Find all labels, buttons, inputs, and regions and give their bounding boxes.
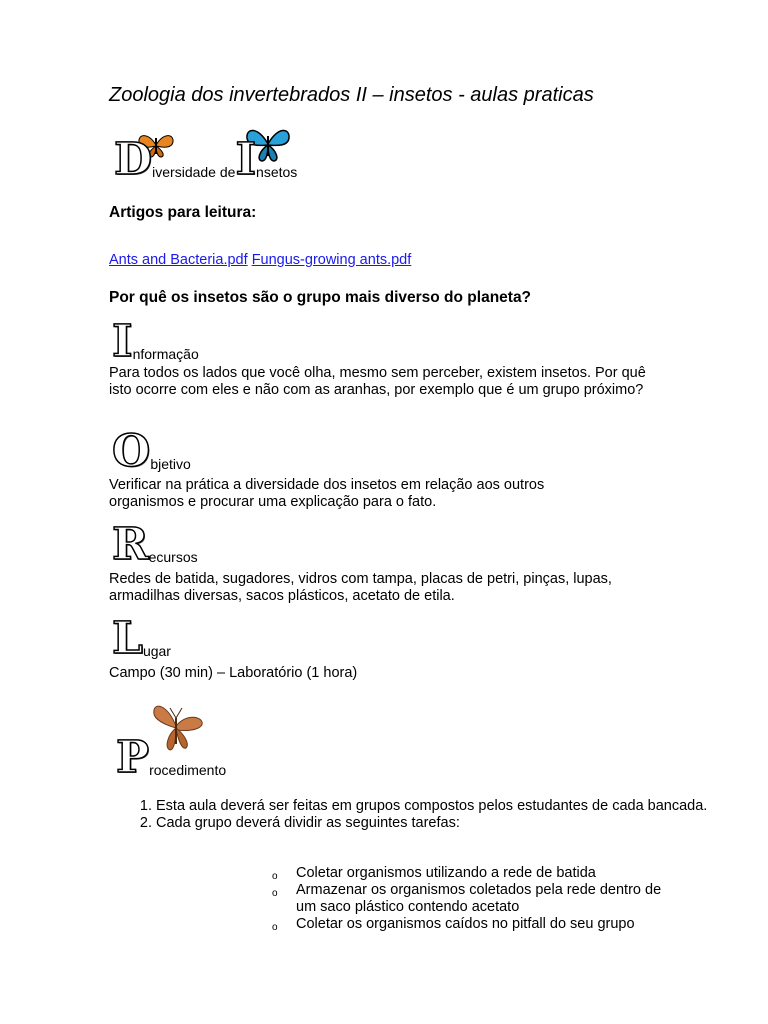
link-ants-and-bacteria[interactable]: Ants and Bacteria.pdf (109, 252, 248, 268)
banner-prefix-text: iversidade de (152, 164, 236, 180)
section-text-recursos: Redes de batida, sugadores, vidros com tampa, placas de petri, pinças, lupas, armadilhas diversas, sacos plásticos, acetato de etila. (109, 571, 612, 604)
drop-cap-informacao: I (112, 316, 133, 367)
section-heading-objetivo (112, 426, 191, 477)
banner-drop-cap-d: D (114, 134, 153, 185)
list-item: 1. Esta aula deverá ser feitas em grupos compostos pelos estudantes de cada bancada. (156, 798, 716, 815)
banner-suffix-text: nsetos (256, 164, 298, 180)
list-item: 2. Cada grupo deverá dividir as seguintes tarefas: (156, 815, 716, 832)
section-text-informacao: Para todos os lados que você olha, mesmo sem perceber, existem insetos. Por quê isto ocorre com eles e não com as aranhas, por exemplo que é um grupo próximo? (109, 365, 646, 398)
section-title-objetivo: bjetivo (150, 456, 191, 472)
article-links (109, 252, 411, 268)
drop-cap-objetivo: O (112, 426, 151, 477)
link-fungus-growing-ants[interactable]: Fungus-growing ants.pdf (251, 252, 412, 268)
task-text: Coletar os organismos caídos no pitfall do seu grupo (296, 916, 635, 932)
task-text: Coletar organismos utilizando a rede de batida (296, 865, 596, 881)
list-item (272, 865, 672, 882)
circle-bullet-icon: o (272, 888, 278, 899)
circle-bullet-icon: o (272, 871, 278, 882)
reading-heading: Artigos para leitura: (109, 204, 257, 221)
section-text-lugar: Campo (30 min) – Laboratório (1 hora) (109, 665, 358, 681)
section-title-informacao: nformação (132, 346, 199, 362)
section-title-recursos: ecursos (148, 549, 198, 565)
section-heading-lugar (112, 613, 171, 664)
banner-drop-cap-i: I (235, 134, 257, 185)
section-heading-informacao (112, 316, 199, 367)
circle-bullet-icon: o (272, 922, 278, 933)
section-title-lugar: ugar (142, 643, 171, 659)
question-heading: Por quê os insetos são o grupo mais diverso do planeta? (109, 289, 532, 306)
page-title: Zoologia dos invertebrados II – insetos - aulas praticas (109, 84, 594, 106)
drop-cap-lugar: L (112, 613, 143, 664)
section-heading-recursos (112, 519, 198, 570)
drop-cap-recursos: R (112, 519, 149, 570)
task-list (272, 865, 672, 933)
list-item (272, 916, 672, 933)
list-item (272, 882, 672, 916)
section-text-objetivo: Verificar na prática a diversidade dos insetos em relação aos outros organismos e procurar uma explicação para o fato. (109, 477, 545, 510)
section-heading-procedimento (116, 732, 227, 783)
diversidade-banner (114, 134, 298, 185)
task-text: Armazenar os organismos coletados pela rede dentro de um saco plástico contendo acetato (296, 882, 662, 915)
procedure-steps (110, 798, 716, 832)
drop-cap-procedimento: P (116, 732, 150, 783)
section-title-procedimento: rocedimento (149, 762, 227, 778)
